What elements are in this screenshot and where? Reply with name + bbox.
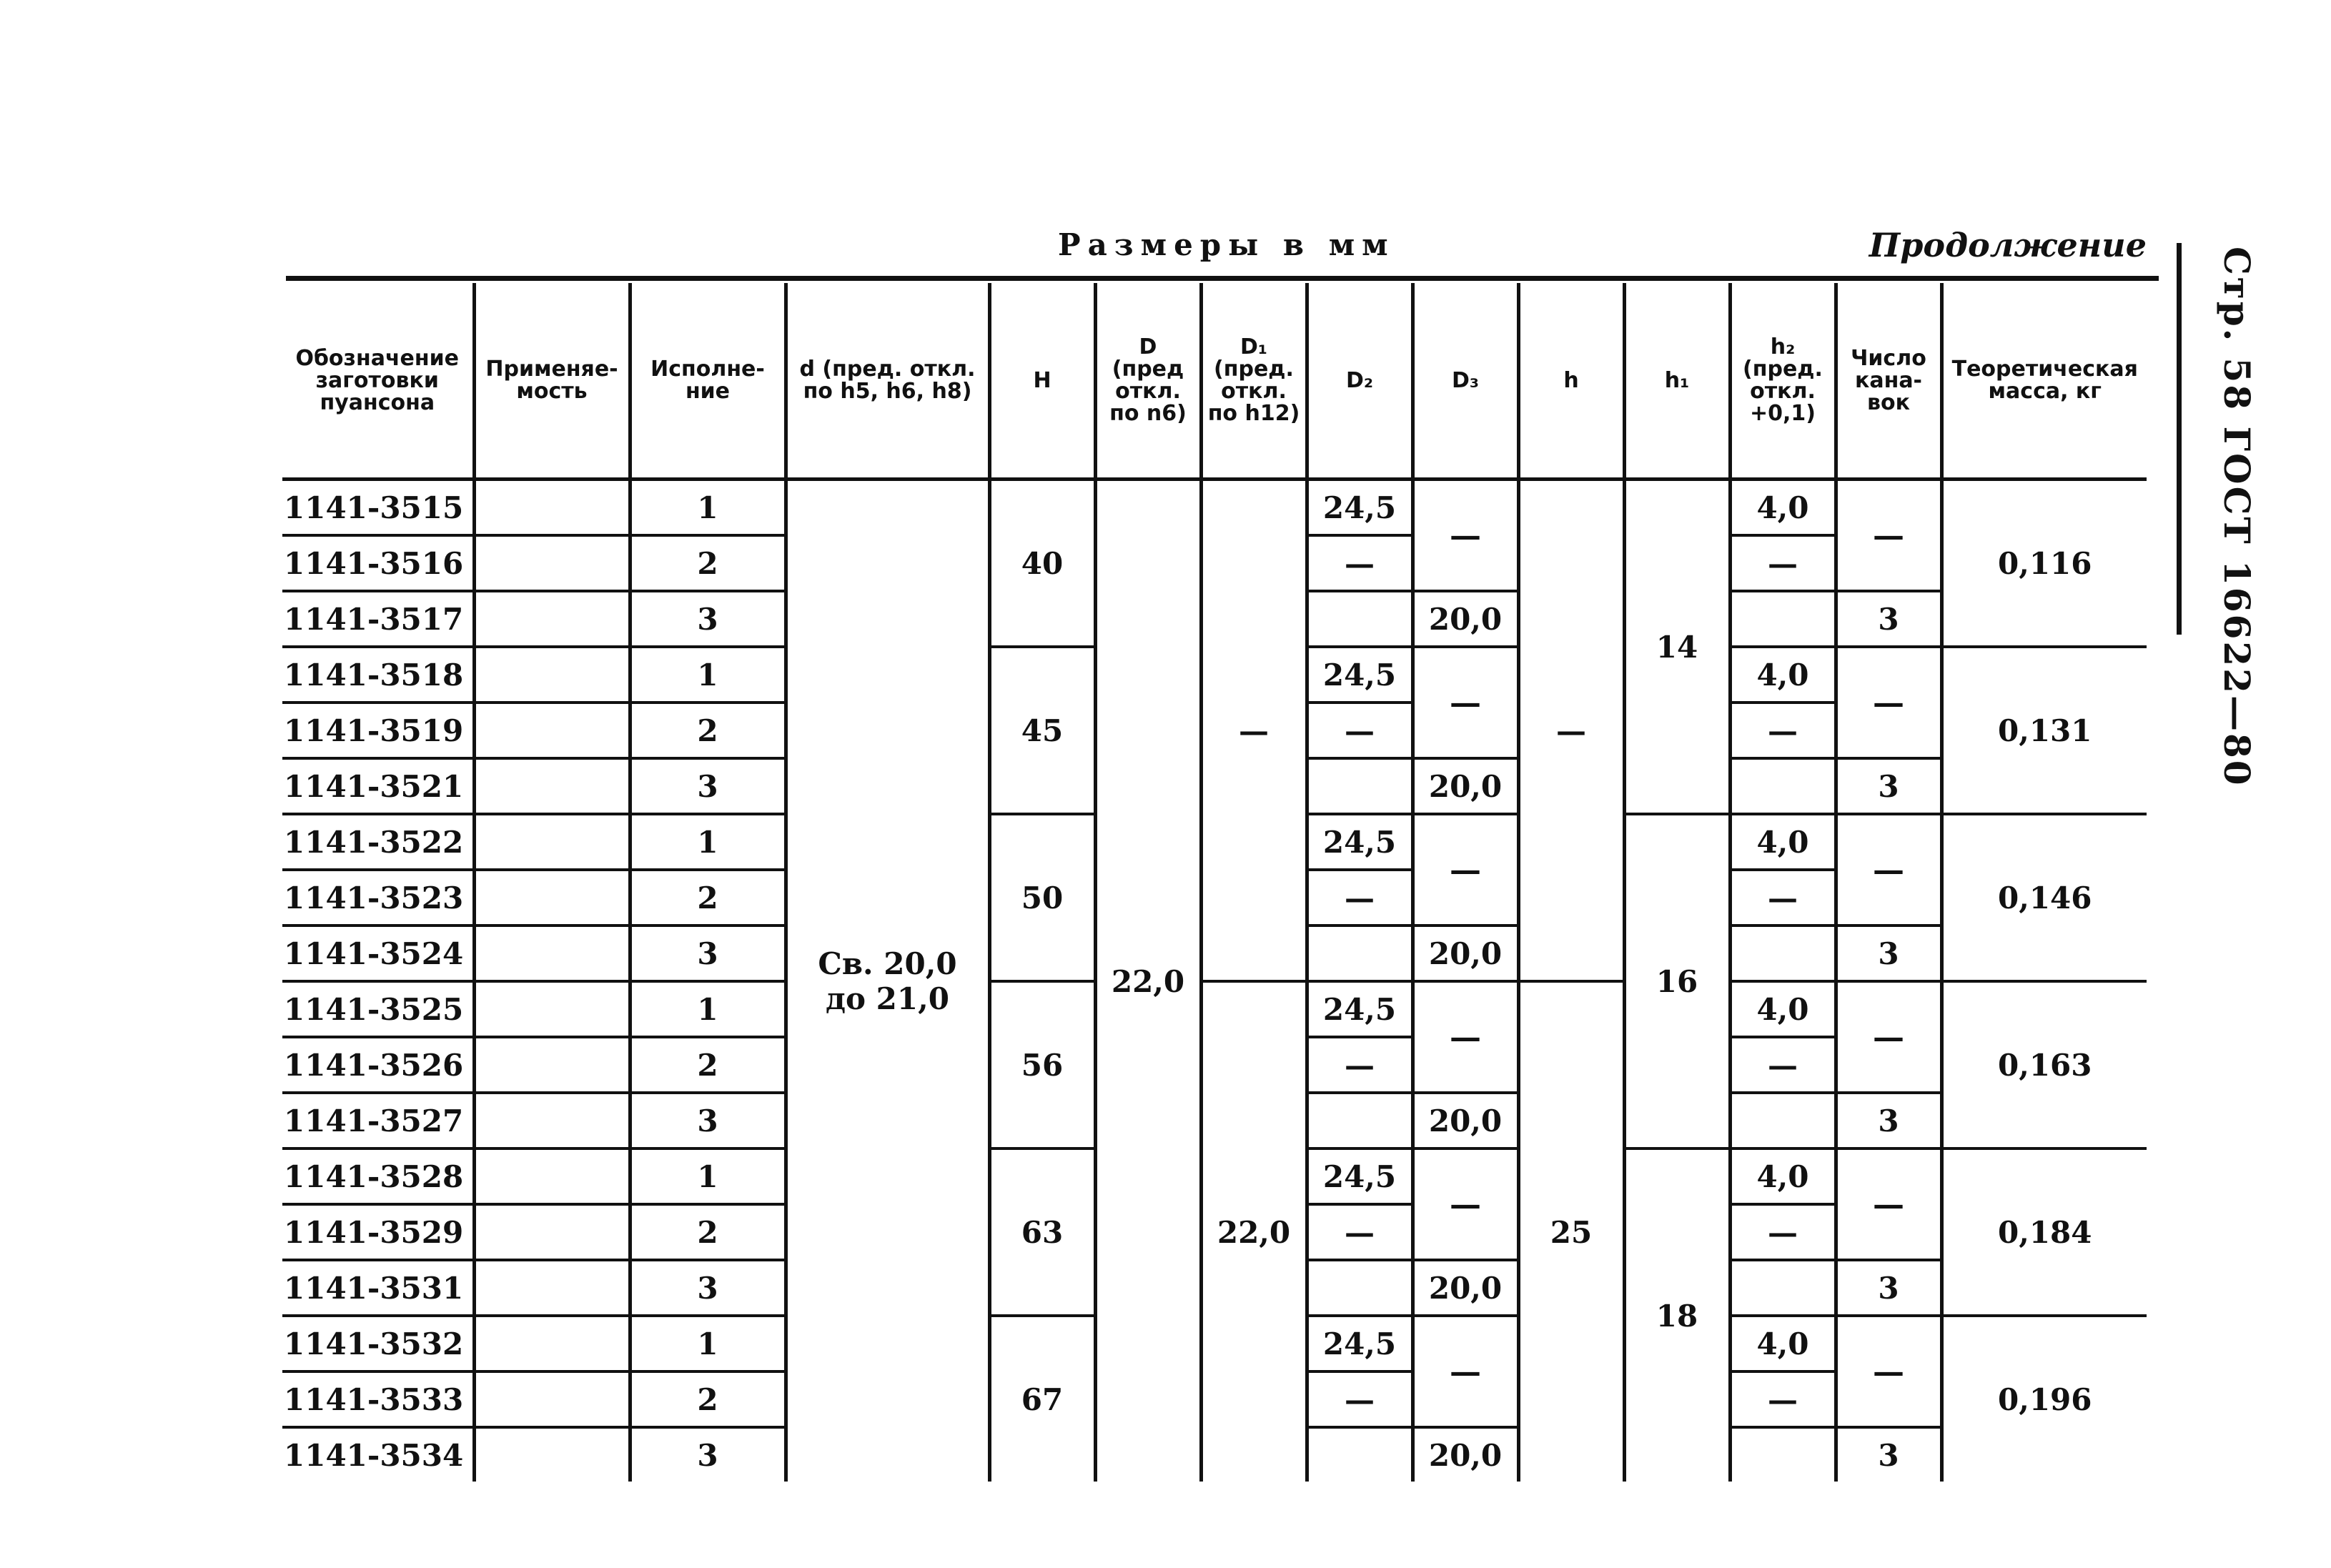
cell-applicability — [474, 1371, 630, 1427]
cell-D2-empty — [1307, 1093, 1412, 1148]
cell-variant: 1 — [630, 981, 786, 1037]
cell-variant: 1 — [630, 647, 786, 703]
cell-code: 1141-3525 — [282, 981, 474, 1037]
cell-D2: — — [1307, 535, 1412, 591]
cell-D2-empty — [1307, 1427, 1412, 1482]
cell-variant: 3 — [630, 1427, 786, 1482]
cell-code: 1141-3532 — [282, 1316, 474, 1371]
cell-code: 1141-3534 — [284, 1437, 464, 1473]
cell-grooves: 3 — [1836, 758, 1941, 814]
cell-h2-empty — [1730, 591, 1836, 647]
cell-applicability — [474, 1093, 630, 1148]
cell-mass: 0,146 — [1941, 814, 2147, 981]
cell-grooves: 3 — [1836, 1093, 1941, 1148]
cell-h1: 18 — [1624, 1148, 1730, 1482]
cell-D3: 20,0 — [1412, 1093, 1518, 1148]
cell-D2: 24,5 — [1307, 981, 1412, 1037]
cell-variant: 2 — [630, 1037, 786, 1093]
cell-code: 1141-3524 — [282, 926, 474, 981]
cell-grooves-dash: — — [1836, 647, 1941, 758]
cell-grooves-dash: — — [1836, 814, 1941, 926]
cell-h-top: — — [1518, 480, 1624, 982]
cell-mass: 0,116 — [1941, 480, 2147, 647]
cell-h2: 4,0 — [1730, 647, 1836, 703]
cell-code: 1141-3519 — [282, 703, 474, 758]
cell-code: 1141-3522 — [282, 814, 474, 870]
cell-D2: — — [1307, 1371, 1412, 1427]
table-row — [282, 981, 2147, 1037]
cell-variant: 3 — [630, 1093, 786, 1148]
cell-D3: 20,0 — [1412, 1260, 1518, 1316]
cell-h2-empty — [1730, 1427, 1836, 1482]
col-header-D1: D₁ (пред. откл. по h12) — [1201, 283, 1307, 480]
table-row — [282, 480, 2147, 536]
cell-h2-empty — [1730, 758, 1836, 814]
cell-variant: 1 — [630, 480, 786, 536]
cell-h2-empty — [1730, 1093, 1836, 1148]
cell-code: 1141-3529 — [282, 1204, 474, 1260]
cell-H: 67 — [989, 1316, 1095, 1482]
cell-applicability — [474, 981, 630, 1037]
cell-variant: 2 — [630, 870, 786, 926]
cell-D2: 24,5 — [1307, 647, 1412, 703]
cell-h2: 4,0 — [1730, 1148, 1836, 1204]
cell-code: 1141-3528 — [282, 1148, 474, 1204]
cell-variant: 1 — [630, 814, 786, 870]
cell-D3-dash: — — [1412, 814, 1518, 926]
cell-h2: — — [1730, 703, 1836, 758]
cell-variant: 3 — [630, 926, 786, 981]
cell-applicability — [474, 758, 630, 814]
cell-D2: — — [1307, 1037, 1412, 1093]
cell-h2: 4,0 — [1730, 814, 1836, 870]
cell-code: 1141-3517 — [282, 591, 474, 647]
cell-applicability — [474, 1316, 630, 1371]
header-row — [282, 283, 2147, 480]
cell-grooves-dash: — — [1836, 981, 1941, 1093]
cell-grooves-dash: — — [1836, 1148, 1941, 1260]
cell-variant: 1 — [630, 1148, 786, 1204]
col-header-d: d (пред. откл. по h5, h6, h8) — [786, 283, 989, 480]
cell-h2: — — [1730, 1204, 1836, 1260]
col-header-grooves: Число кана- вок — [1836, 283, 1941, 480]
cell-D2: 24,5 — [1307, 814, 1412, 870]
cell-code: 1141-3533 — [282, 1371, 474, 1427]
cell-grooves-dash: — — [1836, 480, 1941, 592]
col-header-code: Обозначение заготовки пуансона — [295, 345, 459, 415]
cell-variant: 2 — [630, 1371, 786, 1427]
cell-grooves-dash: — — [1836, 1316, 1941, 1427]
page-title: Размеры в мм — [1058, 227, 1395, 262]
cell-D3: 20,0 — [1412, 591, 1518, 647]
cell-H: 63 — [989, 1148, 1095, 1316]
cell-variant: 3 — [630, 591, 786, 647]
cell-applicability — [474, 1148, 630, 1204]
cell-applicability — [474, 591, 630, 647]
cell-D2-empty — [1307, 926, 1412, 981]
cell-h2: — — [1730, 1037, 1836, 1093]
cell-mass: 0,184 — [1941, 1148, 2147, 1316]
cell-D2-empty — [1307, 1260, 1412, 1316]
cell-variant: 3 — [630, 758, 786, 814]
cell-variant: 2 — [630, 703, 786, 758]
page-standard-label: Стр. 58 ГОСТ 16622—80 — [2216, 247, 2258, 788]
cell-variant: 1 — [630, 1316, 786, 1371]
cell-H: 50 — [989, 814, 1095, 981]
cell-D3: 20,0 — [1412, 758, 1518, 814]
dimensions-table — [282, 283, 2147, 1482]
cell-h2: 4,0 — [1730, 981, 1836, 1037]
col-header-D3: D₃ — [1412, 283, 1518, 480]
cell-applicability — [474, 1427, 630, 1482]
cell-applicability — [474, 535, 630, 591]
cell-h2: — — [1730, 870, 1836, 926]
cell-code: 1141-3516 — [282, 535, 474, 591]
cell-D-merged: 22,0 — [1095, 480, 1201, 1482]
cell-D3-dash: — — [1412, 1148, 1518, 1260]
cell-code: 1141-3531 — [282, 1260, 474, 1316]
cell-D3-dash: — — [1412, 981, 1518, 1093]
cell-h2: — — [1730, 535, 1836, 591]
col-header-mass: Теоретическая масса, кг — [1941, 283, 2147, 480]
col-header-variant: Исполне- ние — [630, 283, 786, 480]
col-header-applicability: Применяе- мость — [474, 283, 630, 480]
col-header-H: H — [989, 283, 1095, 480]
cell-applicability — [474, 703, 630, 758]
cell-variant: 2 — [630, 535, 786, 591]
cell-grooves: 3 — [1836, 926, 1941, 981]
cell-code: 1141-3523 — [282, 870, 474, 926]
cell-variant: 2 — [630, 1204, 786, 1260]
cell-D3: 20,0 — [1412, 926, 1518, 981]
cell-d-merged: Св. 20,0 до 21,0 — [786, 480, 989, 1482]
cell-D2: 24,5 — [1307, 480, 1412, 536]
col-header-h: h — [1518, 283, 1624, 480]
cell-mass: 0,196 — [1941, 1316, 2147, 1482]
continuation-label: Продолжение — [1869, 226, 2147, 264]
cell-h2: 4,0 — [1730, 480, 1836, 536]
cell-D1-top: — — [1201, 480, 1307, 982]
cell-code: 1141-3518 — [282, 647, 474, 703]
cell-mass: 0,163 — [1941, 981, 2147, 1148]
cell-code: 1141-3515 — [282, 480, 474, 536]
cell-D2-empty — [1307, 591, 1412, 647]
col-header-D: D (пред откл. по n6) — [1095, 283, 1201, 480]
cell-applicability — [474, 1037, 630, 1093]
cell-grooves: 3 — [1836, 591, 1941, 647]
cell-h2-empty — [1730, 1260, 1836, 1316]
cell-h-bottom: 25 — [1518, 981, 1624, 1482]
cell-D1-bottom: 22,0 — [1201, 981, 1307, 1482]
cell-D2: — — [1307, 1204, 1412, 1260]
cell-H: 45 — [989, 647, 1095, 814]
cell-h1: 16 — [1624, 814, 1730, 1148]
cell-mass: 0,131 — [1941, 647, 2147, 814]
cell-h2: 4,0 — [1730, 1316, 1836, 1371]
cell-variant: 3 — [630, 1260, 786, 1316]
cell-applicability — [474, 814, 630, 870]
cell-applicability — [474, 480, 630, 536]
cell-h2: — — [1730, 1371, 1836, 1427]
cell-D2: — — [1307, 870, 1412, 926]
cell-applicability — [474, 1260, 630, 1316]
cell-D3-dash: — — [1412, 1316, 1518, 1427]
cell-D3: 20,0 — [1412, 1427, 1518, 1482]
cell-D3-dash: — — [1412, 647, 1518, 758]
table-top-rule — [286, 276, 2159, 281]
col-header-h2: h₂ (пред. откл. +0,1) — [1730, 283, 1836, 480]
cell-D3-dash: — — [1412, 480, 1518, 592]
cell-grooves: 3 — [1836, 1427, 1941, 1482]
cell-D2: — — [1307, 703, 1412, 758]
col-header-h1: h₁ — [1624, 283, 1730, 480]
cell-D2: 24,5 — [1307, 1316, 1412, 1371]
cell-h1: 14 — [1624, 480, 1730, 815]
cell-h2-empty — [1730, 926, 1836, 981]
cell-D2-empty — [1307, 758, 1412, 814]
side-divider — [2177, 243, 2182, 635]
cell-D2: 24,5 — [1307, 1148, 1412, 1204]
cell-grooves: 3 — [1836, 1260, 1941, 1316]
cell-code: 1141-3526 — [282, 1037, 474, 1093]
cell-code: 1141-3527 — [282, 1093, 474, 1148]
cell-applicability — [474, 870, 630, 926]
cell-code: 1141-3521 — [282, 758, 474, 814]
cell-applicability — [474, 647, 630, 703]
cell-applicability — [474, 926, 630, 981]
cell-H: 56 — [989, 981, 1095, 1148]
col-header-D2: D₂ — [1307, 283, 1412, 480]
cell-H: 40 — [989, 480, 1095, 647]
cell-applicability — [474, 1204, 630, 1260]
